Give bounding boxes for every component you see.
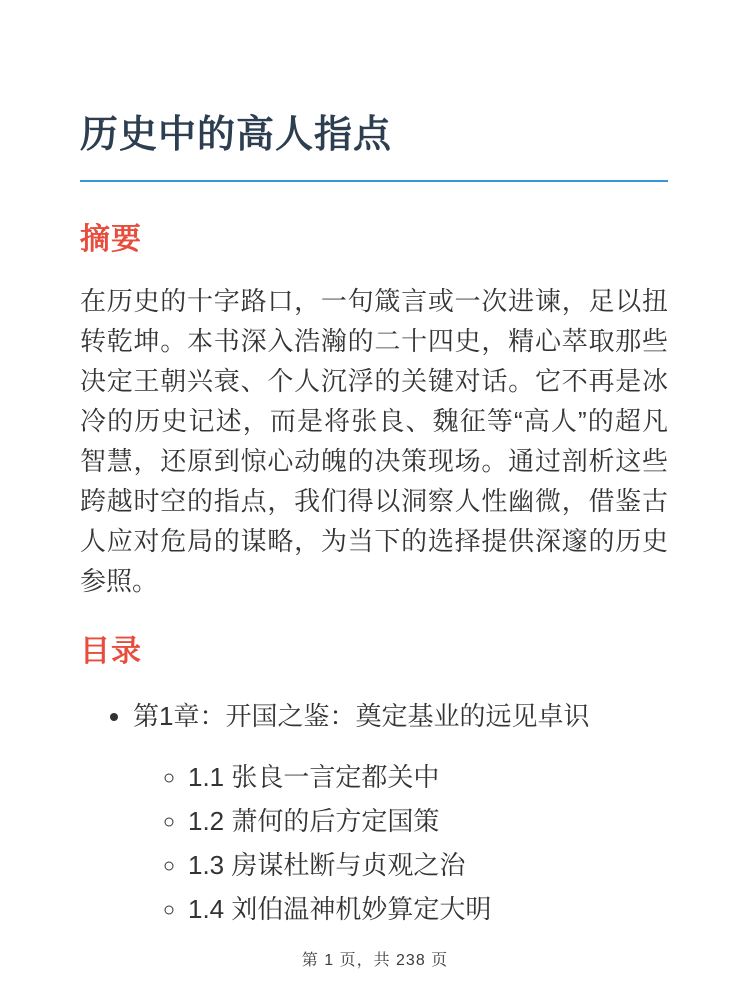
- toc-section-1-2: ◦ 1.2 萧何的后方定国策: [188, 799, 668, 843]
- toc-section-1-1: ◦ 1.1 张良一言定都关中: [188, 755, 668, 799]
- toc-list: [80, 699, 668, 931]
- page-title: 历史中的高人指点: [80, 113, 668, 182]
- toc-chapter-1: [133, 699, 668, 931]
- toc-chapter-1-label: 第1章：开国之鉴：奠定基业的远见卓识: [133, 701, 590, 731]
- toc-section-1-4: ◦ 1.4 刘伯温神机妙算定大明: [188, 887, 668, 931]
- abstract-paragraph: 在历史的十字路口，一句箴言或一次进谏，足以扭转乾坤。本书深入浩瀚的二十四史，精心萃取那些决定王朝兴衰、个人沉浮的关键对话。它不再是冰冷的历史记述，而是将张良、魏征等“高人”的超凡智慧，还原到惊心动魄的决策现场。通过剖析这些跨越时空的指点，我们得以洞察人性幽微，借鉴古人应对危局的谋略，为当下的选择提供深邃的历史参照。: [80, 286, 668, 596]
- document-content: [80, 0, 668, 931]
- toc-heading: 目录: [80, 635, 142, 668]
- abstract-heading: 摘要: [80, 223, 142, 256]
- toc-section-1-3: ◦ 1.3 房谋杜断与贞观之治: [188, 843, 668, 887]
- toc-chapter-1-sections: [133, 755, 668, 931]
- page-number-indicator: 第 1 页，共 238 页: [301, 952, 449, 969]
